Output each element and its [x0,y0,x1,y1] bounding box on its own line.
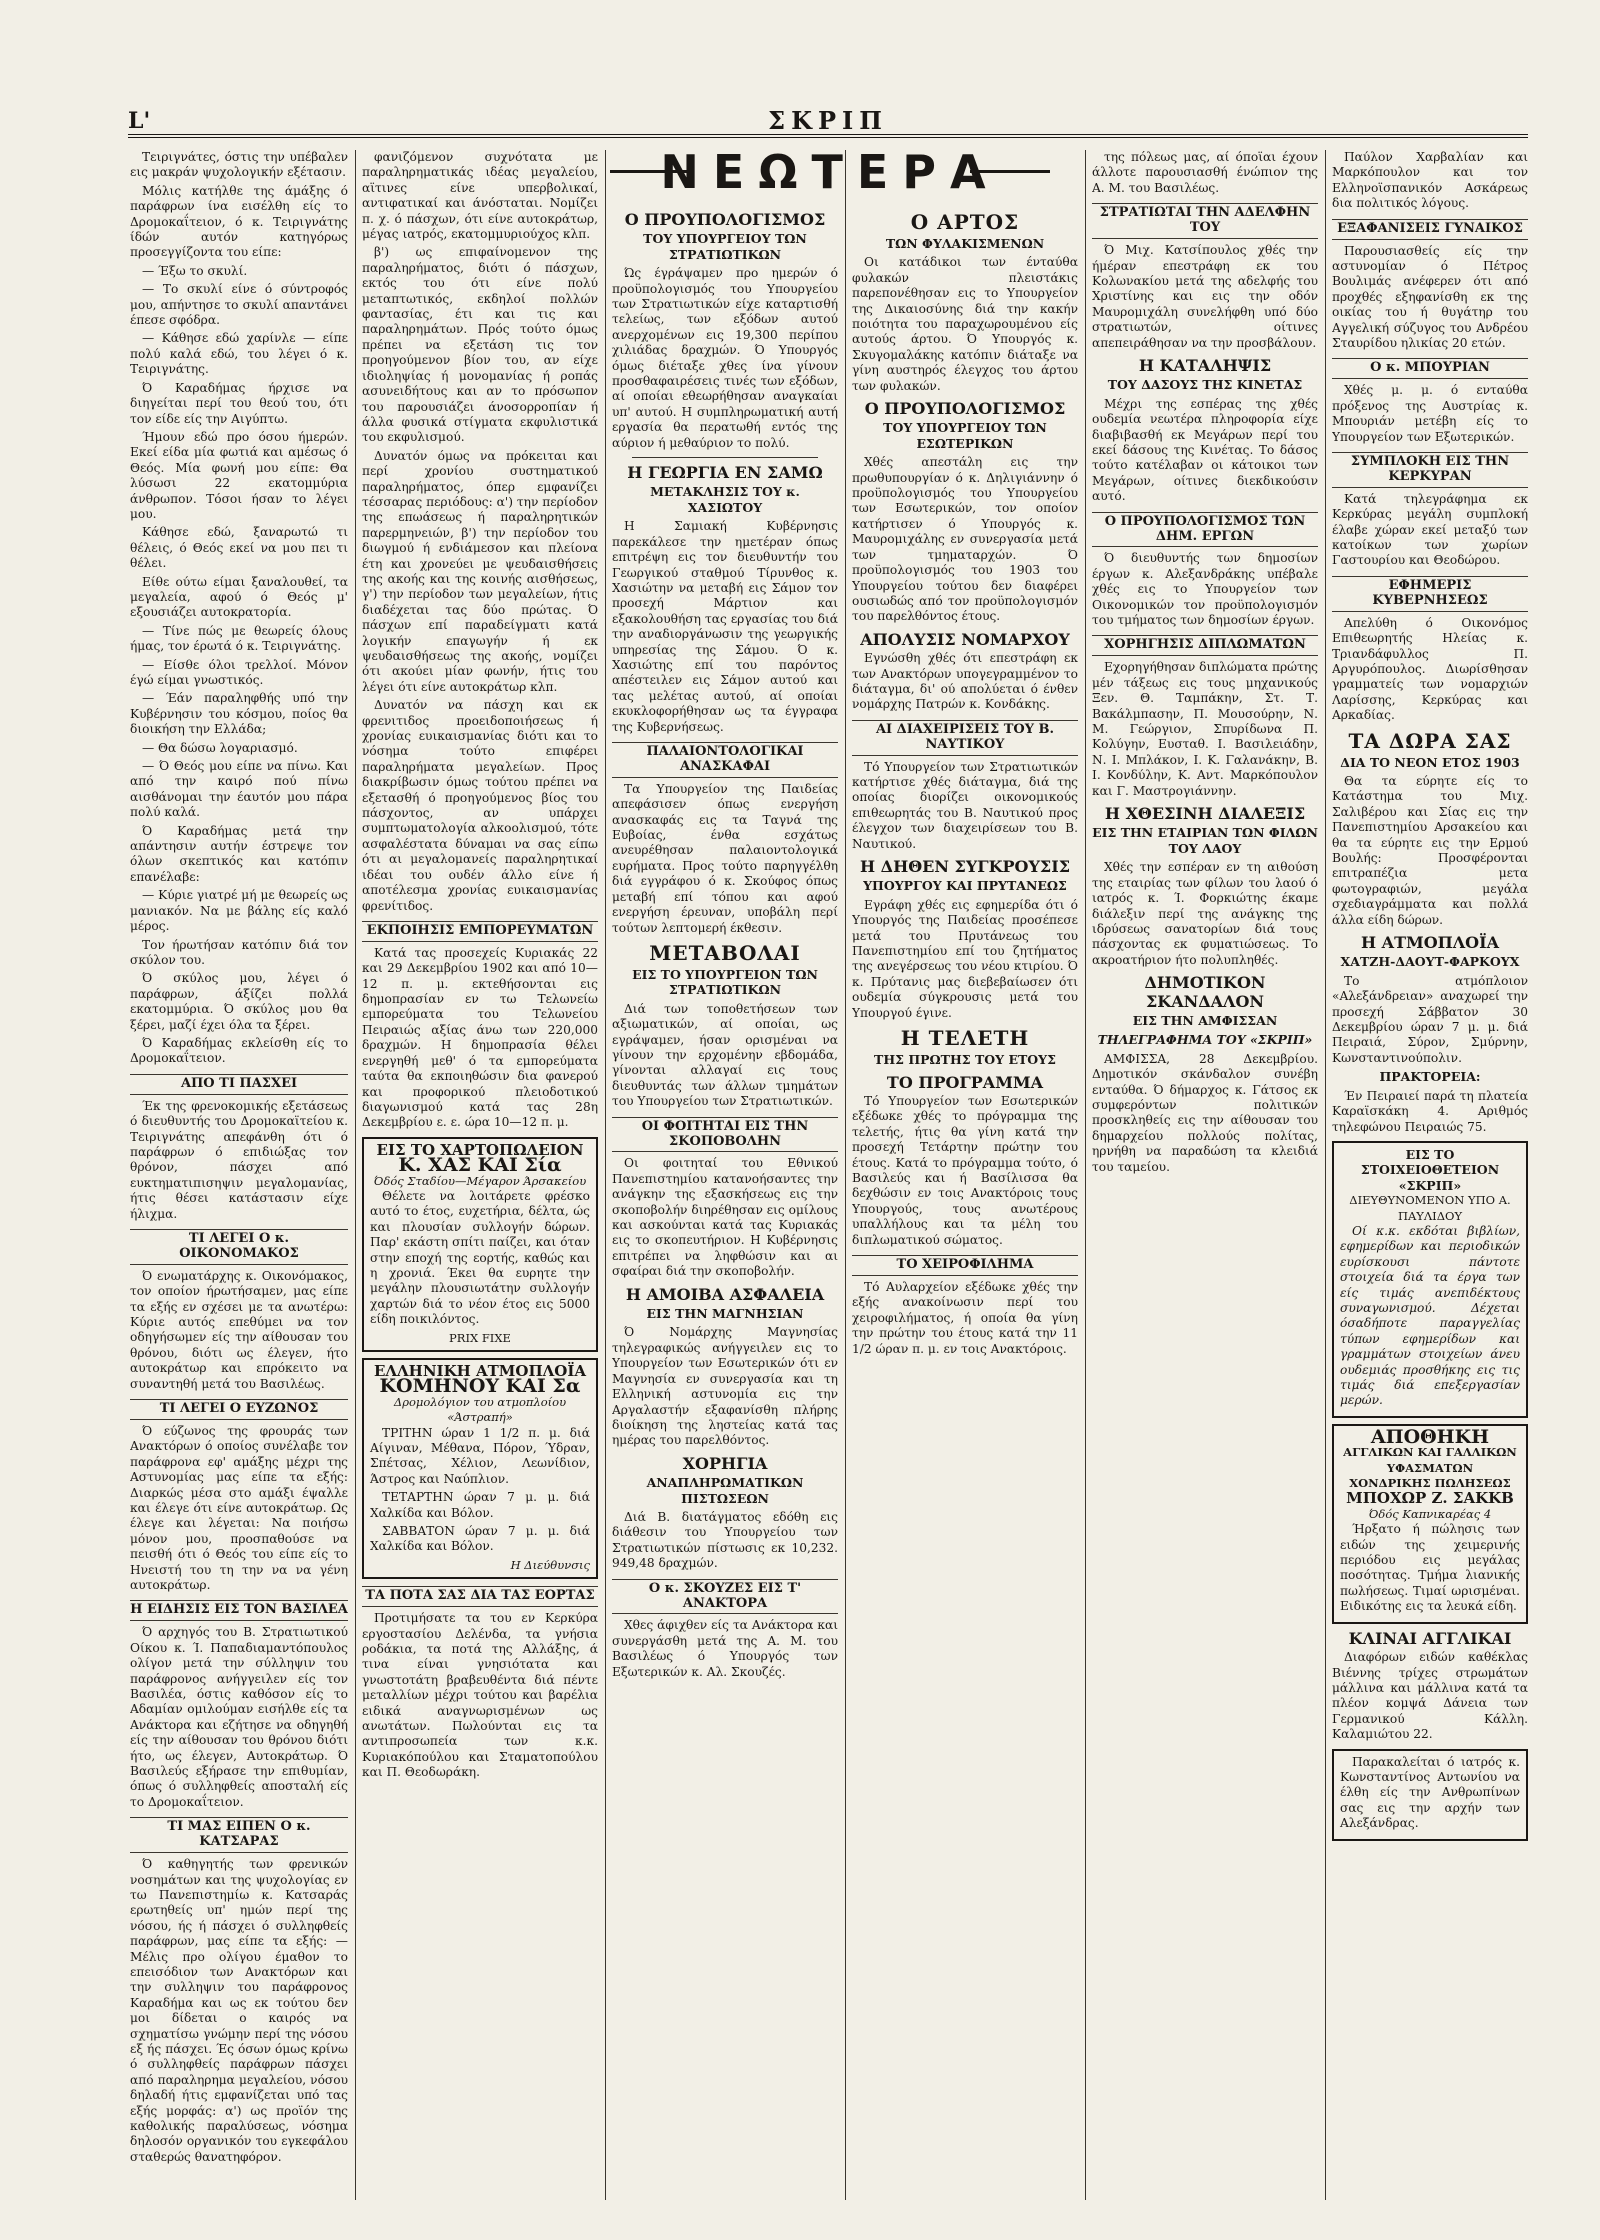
article-heading: ΠΑΛΑΙΟΝΤΟΛΟΓΙΚΑΙ ΑΝΑΣΚΑΦΑΙ [612,742,838,778]
article-paragraph: — Ό Θεός μου είπε να πίνω. Και από την καιρό πού πίνω αισθάνομαι την έαυτόν μου πάρα πολύ καλά. [130,759,348,820]
column-rule [605,150,606,2200]
textiles-ad [1332,1424,1528,1624]
article-heading: ΕΦΗΜΕΡΙΣ ΚΥΒΕΡΝΗΣΕΩΣ [1332,576,1528,612]
divider [632,457,818,458]
article-paragraph: Ό Καραδήμας ήρχισε να διηγείται περί του θεού του, ότι τον είδε είς την Αιγύπτω. [130,380,348,426]
article-subheading: ΤΟΥ ΥΠΟΥΡΓΕΙΟΥ ΤΩΝ ΕΣΩΤΕΡΙΚΩΝ [883,420,1047,451]
notice-box [1332,1749,1528,1841]
column-rule [845,150,846,2200]
ad-address: Όδός Καπνικαρέας 4 [1368,1506,1492,1521]
article-paragraph: Ό Καραδήμας εκλείσθη είς το Δρομοκαΐτειον. [130,1035,348,1066]
article-heading: ΕΞΑΦΑΝΙΣΕΙΣ ΓΥΝΑΙΚΟΣ [1332,219,1528,240]
ad-business-name: ΚΟΜΗΝΟΥ ΚΑΙ Σα [379,1375,581,1398]
ad-footer: PRIX FIXE [449,1330,511,1345]
article-paragraph: Δυνατόν όμως να πρόκειται και περί χρονίου συστηματικού παραληρήματος, όπερ εμφανίζει τέσσαρας περιόδους: α') την περίοδον της επωάσεως ή παραληρητικών παρερμηνειών, β') την περίοδον του διωγμού ή ενδιάμεσον και πλείονα έτη και χρονεύει με ψευδαισθήσεις της ακοής και της κοινής αισθήσεως, γ') την περίοδον των μεγαλείων, ήτις διαδέχεται τας δύο πρώτας. Ό πάσχων επί παραδείγματι κατά λογικήν επαγωγήν ή εκ ψευδαισθήσεως της ακοής, νομίζει ότι ακούει μίαν φωνήν, ήτις του λέγει ότι είνε αυτοκράτωρ κλπ. [362,448,598,694]
ad-signature: Η Διεύθυνσις [510,1557,590,1572]
article-heading: Η ΑΤΜΟΠΛΟΪΑ [1360,933,1499,953]
column-1 [130,150,348,2210]
article-paragraph: Μόλις κατήλθε της άμάξης ό παράφρων ίνα εισέλθη είς το Δρομοκαΐτειον, ό κ. Τειριγνάτης ίδών αυτόν κατηγόρως προσεγγίζοντα του είπε: [130,183,348,260]
article-paragraph: Είθε ούτω είμαι ξαναλουθεί, τα μεγαλεία, αφού ό Θεός μ' εξουσιάζει αυτοκρατορία. [130,574,348,620]
column-rule [355,150,356,2200]
section-heading: ΤΑ ΠΟΤΑ ΣΑΣ ΔΙΑ ΤΑΣ ΕΟΡΤΑΣ [362,1586,598,1607]
section-heading: ΕΚΠΟΙΗΣΙΣ ΕΜΠΟΡΕΥΜΑΤΩΝ [362,921,598,942]
article-subheading: ΜΕΤΑΚΛΗΣΙΣ ΤΟΥ κ. ΧΑΣΙΩΤΟΥ [650,484,800,515]
article-subheading: ΔΙΑ ΤΟ ΝΕΟΝ ΕΤΟΣ 1903 [1340,754,1520,770]
article-heading: ΜΕΤΑΒΟΛΑΙ [649,940,801,965]
article-body: Τό Υπουργείον των Εσωτερικών εξέδωκε χθές το πρόγραμμα της τελετής, ήτις θα γίνη κατά την προσεχή Τετάρτην πρώτην του έτους. Κατά το πρόγραμμα τούτο, ό Βασιλεύς και ή Βασίλισσα θα δεχθώσιν εν τοις Ανακτόροις τους Υπουργούς, τους ανωτέρους υπαλλήλους και τα μέλη του διπλωματικού σώματος. [852,1093,1078,1247]
article-body: Διαφόρων ειδών καθέκλας Βιέννης τρίχες στρωμάτων μάλλινα και μάλλινα κατά τα πλέον κομψά Δάνεια των Γερμανικού Κάλλη. Καλαμιώτου 22. [1332,1650,1528,1742]
article-body: Μέχρι της εσπέρας της χθές ουδεμία νεωτέρα πληροφορία είχε διαβιβασθή εκ Μεγάρων περί του εκεί δάσους της Κινέτας. Το δάσος τούτο κατέλαβαν οι κάτοικοι των Μεγάρων, οίτινες διεκδικούσιν αυτό. [1092,396,1318,504]
article-body: Παύλον Χαρβαλίαν και Μαρκόπουλον και τον Ελληνοϊσπανικόν Ασκάρεως δια πολιτικός λόγους. [1332,150,1528,211]
article-heading: Ο ΑΡΤΟΣ [910,210,1020,234]
article-body: Τό Υπουργείον των Στρατιωτικών κατήρτισε χθές διάταγμα, διά της οποίας διορίζει οικονομικούς επιθεωρητάς του Β. Ναυτικού προς έλεγχον των διαχειρίσεων του Β. Ναυτικού. [852,759,1078,851]
article-heading: Ο κ. ΣΚΟΥΖΕΣ ΕΙΣ Τ' ΑΝΑΚΤΟΡΑ [612,1579,838,1615]
article-body: ΑΜΦΙΣΣΑ, 28 Δεκεμβρίου. Δημοτικόν σκάνδαλον συνέβη ενταύθα. Ό δήμαρχος κ. Γάτσος εκ συμφερόντων πολιτικών προσκληθείς εις την αίθουσαν του δημαρχείου πολλούς πολίτας, ηρνήθη να παραδώση τα κλειδιά του ταμείου. [1092,1051,1318,1174]
article-body: Ό Μιχ. Κατσίπουλος χθές την ήμέραν επεστράφη εκ του Κολωνακίου μετά της αδελφής του Χριστίνης και εις την οδόν Μαυρομιχάλη συνελήφθη υπό δύο στρατιωτών, οίτινες απεπειράθησαν να την προσβάλουν. [1092,243,1318,350]
article-subheading: ΤΗΣ ΠΡΩΤΗΣ ΤΟΥ ΕΤΟΥΣ [874,1052,1056,1068]
article-heading: ΧΟΡΗΓΗΣΙΣ ΔΙΠΛΩΜΑΤΩΝ [1092,635,1318,656]
ad-line: ΣΑΒΒΑΤΟΝ ώραν 7 μ. μ. διά Χαλκίδα και Βόλον. [370,1524,590,1554]
article-heading: ΤΙ ΜΑΣ ΕΙΠΕΝ Ο κ. ΚΑΤΣΑΡΑΣ [130,1817,348,1853]
column-6 [1332,150,1528,2210]
article-body: Έν Πειραιεί παρά τη πλατεία Καραϊσκάκη 4. Αριθμός τηλεφώνου Πειραιώς 75. [1332,1088,1528,1134]
typography-ad [1332,1141,1528,1418]
article-body: Ό ενωματάρχης κ. Οικονόμακος, τον οποίον ήρωτήσαμεν, μας είπε τα εξής εν σχέσει με τα ανωτέρω: Κύριε αυτός επεθύμει να τον οδηγήσωμεν είς την αίθουσαν του θρόνου, διότι ως έλεγεν, ήτο αυτοκράτωρ και επρόκειτο να συναντηθή μετά του Βασιλέως. [130,1268,348,1391]
article-body: Ό διευθυντής των δημοσίων έργων κ. Αλεξανδράκης υπέβαλε χθές εις το Υπουργείον των Οικονομικών τον προϋπολογισμόν του τμήματος των δημοσίων έργων. [1092,551,1318,628]
ad-heading: ΑΠΟΘΗΚΗ [1370,1425,1490,1448]
article-heading: ΤΙ ΛΕΓΕΙ Ο κ. ΟΙΚΟΝΟΜΑΚΟΣ [130,1229,348,1265]
dateline: ΤΗΛΕΓΡΑΦΗΜΑ ΤΟΥ «ΣΚΡΙΠ» [1097,1032,1313,1048]
page-mark: L' [128,108,151,134]
ad-subheading: Δρομολόγιον του ατμοπλοίου «Άστραπή» [393,1394,567,1425]
section-banner [610,146,1050,198]
article-paragraph: Δυνατόν να πάσχη και εκ φρενιτιδος προειδοποιήσεως ή χρονίας ευικαισμανίας διότι και το νόσημα τούτο επιφέρει παραληρήματα μεγαλείων. Προς διακρίβωσιν όμως τούτου πρέπει να εξετασθή ό προηγούμενος βίος του πάσχοντος, αν υπάρχει συμπτωματολογία αλκοολισμού, τότε ασφαλέστατα δύναμαι να σας είπω ότι αι μεγαλομανείς παραληρητικαί ιδέαι του ουδέν άλλο είνε ή αποτέλεσμα χρονίας ευικαισμανίας φρενίτιδος. [362,698,598,913]
column-3 [612,205,838,2210]
article-heading: Ο ΠΡΟΥΠΟΛΟΓΙΣΜΟΣ [624,210,826,229]
article-paragraph: — Έξω το σκυλί. [142,263,248,278]
column-rule [1085,150,1086,2200]
ad-business-name: ΜΠΟΧΩΡ Ζ. ΣΑΚΚΒ [1346,1489,1514,1508]
article-heading: ΑΠΟΛΥΣΙΣ ΝΟΜΑΡΧΟΥ [860,629,1070,649]
article-body: Έκ της φρενοκομικής εξετάσεως ό διευθυντής του Δρομοκαϊτείου κ. Τειριγνάτης απεφάνθη ότι ό παράφρων ό επιδιώξας τον θρόνον, πάσχει από ευκτηματιπισηψιν μεγαλομανίας, ήτις θέσει κατάστασιν είχε ήλιχμα. [130,1098,348,1221]
article-subheading: ΤΟΥ ΔΑΣΟΥΣ ΤΗΣ ΚΙΝΕΤΑΣ [1107,377,1303,393]
article-body: Εγνώσθη χθές ότι επεστράφη εκ των Ανακτόρων υπογεγραμμένον το διάταγμα, δι' ού απολύεται ό ένθεν νομάρχης Πατρών κ. Κονδάκης. [852,651,1078,712]
article-heading: ΤΑ ΔΩΡΑ ΣΑΣ [1348,728,1512,753]
article-heading: Η ΤΕΛΕΤΗ [900,1026,1030,1051]
article-heading: Ο ΠΡΟΥΠΟΛΟΓΙΣΜΟΣ [864,399,1066,419]
article-heading: Η ΧΘΕΣΙΝΗ ΔΙΑΛΕΞΙΣ [1104,804,1306,824]
article-body: Ό καθηγητής των φρενικών νοσημάτων και της ψυχολογίας εν τω Πανεπιστημίω κ. Κατσαράς ερωτηθείς υπ' ημών περί της νόσου, ής ή πάσχει ό συλληφθείς παράφρων, μας είπε τα εξής: — Μέλις προ ολίγου έμαθον το επεισόδιον των Ανακτόρων και την συλληψιν του παράφρονος Καραδήμα και ως εκ τούτου δεν μοι δίδεται ο καιρός να σχηματίσω γνώμην περί της νόσου εξ ής πάσχει. Ές όσων όμως κρίνω ό συλληφθείς παράφρων πάσχει από παραληρημα μεγαλείου, νόσου δηλαδή ήτις εμφανίζεται υπό τας εξής μορφάς: α') ως προϊόν της καθολικής παραλύσεως, νόσημα δηλοσόν οργανικόν του εγκεφάλου σταθερώς θανατηφόρον. [130,1857,348,2164]
article-body: Προτιμήσατε τα του εν Κερκύρα εργοστασίου Δελένδα, τα γνήσια ροδάκια, τα ποτά της Αλλάξης, ά τινα είναι γνησιότατα και γνωστοτάτη βραβευθέντα διά πέντε μεταλλίων μέχρι τούτου και βαρέλια ειδικά αναγνωρισμένων ως ανωτάτων. Πωλούνται εις τα αντιπροσωπεία των κ.κ. Κυριακόπούλου και Σταματοπούλου και Π. Θεοδωράκη. [362,1611,598,1780]
article-heading: Η ΓΕΩΡΓΙΑ ΕΝ ΣΑΜΩ [627,463,823,483]
ad-subheading: ΔΙΕΥΘΥΝΟΜΕΝΟΝ ΥΠΟ Α. ΠΑΥΛΙΔΟΥ [1349,1193,1511,1223]
article-body: Τα Υπουργείον της Παιδείας απεφάσισεν όπως ενεργήση ανασκαφάς εις τα Ταγνά της Ευβοίας, ένθα εσχάτως ανευρέθησαν παλαιοντολογικά ευρήματα. Προς τούτο παρηγγέλθη διά εγγράφου ό κ. Σκούφος όπως μεταβή επί τόπου και αφού ενεργήση έρευναν, υποβάλη περί τούτων λεπτομερή έκθεσιν. [612,781,838,935]
article-body: Εγράφη χθές εις εφημερίδα ότι ό Υπουργός της Παιδείας προσέπεσε μετά του Πρυτάνεως του Πανεπιστημίου επί του ζητήματος της ανεγέρσεως του νέου κτιρίου. Ό κ. Πρύτανις μας διεβεβαίωσεν ότι ουδεμία σύγκρουσις μετά του Υπουργού έγινε. [852,897,1078,1020]
article-body: Ώς έγράψαμεν προ ημερών ό προϋπολογισμός του Υπουργείου των Στρατιωτικών είχε καταρτισθή τελείως, των εξόδων αυτού ανερχομένων εις 19,300 περίπου χιλιάδας δραχμών. Ό Υπουργός όμως διέταξε χθες ίνα γίνουν προσθαφαιρέσεις τινές των εξόδων, αί οποίαι εθεωρήθησαν αναγκαίαι υπ' αυτού. Η συμπληρωματική αυτή εργασία θα περατωθή εντός της αύριον ή μεθαύριον το πολύ. [612,266,838,450]
article-heading: Ο κ. ΜΠΟΥΡΙΑΝ [1332,358,1528,379]
article-paragraph: — Κύριε γιατρέ μή με θεωρείς ως μανιακόν. Να με βάλης είς καλό μέρος. [130,888,348,934]
ad-body: Θέλετε να λοιτάρετε φρέσκο αυτό το έτος, ευχετήρια, δέλτα, ώς και πλουσίαν συλλογήν δώρων. Παρ' εκάστη σπίτι παίζει, και όταν στην εποχή της εορτής, καθώς και η χρονιά. Έκει θα ευρητε την μεγάλην πλουσιωτάτην συλλογήν χαρτών διά το νέον έτος εις 5000 είδη ποικιλόντος. [370,1188,590,1327]
article-heading: ΔΗΜΟΤΙΚΟΝ ΣΚΑΝΔΑΛΟΝ [1144,973,1266,1011]
ad-body: Οί κ.κ. εκδόται βιβλίων, εφημερίδων και περιοδικών ευρίσκουσι πάντοτε στοιχεία διά τα έργα των είς τιμάς ανεπιδέκτους συναγωνισμού. Δέχεται όσαδήποτε παραγγελίας τύπων εφημερίδων και γραμμάτων στοιχείων άνευ ουδεμιάς προσθήκης εις τις τιμάς διά επεξεργασίαν μερών. [1340,1223,1520,1408]
article-subheading: ΕΙΣ ΤΗΝ ΜΑΓΝΗΣΙΑΝ [646,1306,804,1322]
steamship-ad [362,1358,598,1579]
article-body: Εχορηγήθησαν διπλώματα πρώτης μέν τάξεως εις τους μηχανικούς Ξεν. Θ. Ταμπάκην, Στ. Τ. Βακάλμπασην, Π. Μουσούρην, Ν. Μ. Γεώργιον, Σπυρίδωνα Π. Κολύγην, Ευσταθ. Ι. Βασιλειάδην, Ν. Ι. Μπλάκον, Ι. Κ. Γαλανάκην, Β. Ι. Κονδύλην, Κ. Αντ. Μαρκόπουλον και Γ. Μαστρογιάννην. [1092,660,1318,798]
newspaper-title: ΣΚΡΙΠ [768,106,888,135]
article-heading: ΤΙ ΛΕΓΕΙ Ο ΕΥΖΩΝΟΣ [130,1399,348,1420]
article-paragraph: — Το σκυλί είνε ό σύντροφός μου, απήντησε το σκυλί απαντάνει έπεσε σφόδρα. [130,282,348,328]
notice-text: Παρακαλείται ό ιατρός κ. Κωνσταντίνος Αντωνίου να έλθη είς την Ανθρωπίνων σας εις την αρχήν των Αλεξάνδρας. [1340,1754,1520,1831]
article-body: Η Σαμιακή Κυβέρνησις παρεκάλεσε την ημετέραν όπως επιτρέψη εις τον διευθυντήν του Γεωργικού σταθμού Τίρυνθος κ. Χασιώτην να μεταβή εις Σάμον τον προσεχή Μάρτιον και εξακολουθήση τας εργασίας του διά την αναδιοργάνωσιν της γεωργικής υπηρεσίας της Σάμου. Ό κ. Χασιώτης επί του παρόντος απέστειλεν εις Σάμον αυτού και τας μελέτας αυτού, αί οποίαι εκυκλοφορήθησαν ως τα έγγραφα της Κυβερνήσεως. [612,519,838,734]
article-heading: ΤΟ ΧΕΙΡΟΦΙΛΗΜΑ [852,1255,1078,1276]
article-heading: ΚΛΙΝΑΙ ΑΓΓΛΙΚΑΙ [1348,1628,1512,1648]
article-body: Χθές την εσπέραν εν τη αιθούση της εταιρίας των φίλων του λαού ό ιατρός κ. Ί. Φορκιώτης έκαμε διάλεξιν περί της ανάγκης της ιδρύσεως σανατορίων διά τους πάσχοντας εκ φυματιώσεως. Το ακροατήριον ήτο πολυπληθές. [1092,860,1318,967]
article-subheading: ΕΙΣ ΤΗΝ ΕΤΑΙΡΙΑΝ ΤΩΝ ΦΙΛΩΝ ΤΟΥ ΛΑΟΥ [1092,825,1318,856]
article-heading: ΑΙ ΔΙΑΧΕΙΡΙΣΕΙΣ ΤΟΥ Β. ΝΑΥΤΙΚΟΥ [852,720,1078,756]
article-heading: ΣΥΜΠΛΟΚΗ ΕΙΣ ΤΗΝ ΚΕΡΚΥΡΑΝ [1332,452,1528,488]
column-rule [1325,150,1326,2200]
article-body: Κατά τας προσεχείς Κυριακάς 22 και 29 Δεκεμβρίου 1902 και από 10—12 π. μ. εκτεθήσονται εις δημοπρασίαν εν τω Τελωνείω εμπορεύματα του Τελωνείου Πειραιώς αξίας άνω των 220,000 δραχμών. Η δημοπρασία θέλει ενεργηθή μεθ' ό τα εμπορεύματα ταύτα θα εκποιηθώσιν δια φανερού και προφορικού πλειοδοτικού διαγωνισμού κατά τας 28η Δεκεμβρίου ε. ε. ώρα 10—12 π. μ. [362,945,598,1130]
article-heading: Η ΚΑΤΑΛΗΨΙΣ [1138,355,1272,375]
stationery-ad [362,1137,598,1352]
article-heading: Η ΕΙΔΗΣΙΣ ΕΙΣ ΤΟΝ ΒΑΣΙΛΕΑ [130,1600,348,1621]
article-paragraph: Ήμουν εδώ προ όσου ήμερών. Εκεί είδα μία φωτιά και αμέσως ό Θεός. Μία φωνή μου είπε: Θα λύσωσι 22 εκατομμύρια άνθρωπον. Τόσοι ήσαν το λέγει μου. [130,429,348,521]
ad-business-name: Κ. ΧΑΣ ΚΑΙ Σία [398,1154,562,1177]
article-paragraph: Ό Καραδήμας μετά την απάντησιν αυτήν έστρεψε τον όλων σκεπτικός και κατόπιν επανέλαβε: [130,823,348,884]
banner-title: ΝΕΩΤΕΡΑ [660,145,1000,199]
article-subheading: ΧΑΤΖΗ-ΔΑΟΥΤ-ΦΑΡΚΟΥΧ [1340,954,1520,970]
article-body: Διά των τοποθετήσεων των αξιωματικών, αί οποίαι, ως εγράψαμεν, ήσαν ορισμέναι να γίνουν την ερχομένην εβδομάδα, γίνονται αλλαγαί εις τους διευθυντάς των άλλων τμημάτων του Υπουργείου των Στρατιωτικών. [612,1001,838,1109]
article-heading: ΧΟΡΗΓΙΑ [682,1453,768,1473]
article-paragraph: — Θα δώσω λογαριασμό. [142,740,298,755]
article-subheading: ΕΙΣ ΤΟ ΥΠΟΥΡΓΕΙΟΝ ΤΩΝ ΣΤΡΑΤΙΩΤΙΚΩΝ [632,966,818,998]
article-paragraph: Τειριγνάτες, όστις την υπέβαλεν εις μακράν ψυχολογικήν εξέτασιν. [130,150,348,180]
article-subheading: ΕΙΣ ΤΗΝ ΑΜΦΙΣΣΑΝ [1132,1012,1278,1028]
ad-subheading: ΧΟΝΔΡΙΚΗΣ ΠΩΛΗΣΕΩΣ [1349,1476,1511,1491]
article-heading: ΣΤΡΑΤΙΩΤΑΙ ΤΗΝ ΑΔΕΛΦΗΝ ΤΟΥ [1092,203,1318,239]
article-body: Ό Νομάρχης Μαγνησίας τηλεγραφικώς ανήγγειλεν εις το Υπουργείον των Εσωτερικών ότι εν Μαγνησία εν συνεργασία και τη Ελληνική αστυνομία εις την Αργαλαστήν εξαφανίσθη πλήρης διοίκηση της ληστείας κατά τας ημέρας του παρελθόντος. [612,1325,838,1448]
article-body: Ό αρχηγός του Β. Στρατιωτικού Οίκου κ. Ί. Παπαδιαμαντόπουλος ολίγον μετά την σύλληψιν του παράφρονος ανήγγειλεν είς τον Βασιλέα, όστις καθόσον είς το Αδαμίαν ομιλούμαν εισήλθε είς τα Ανάκτορα και εζήτησε να οδηγηθή είς την αίθουσαν του θρόνου διότι ήτο, ως έλεγεν, Αυτοκράτωρ. Ό Βασιλεύς εξήρασε την επιθυμίαν, όπως ό συλληφθείς αποσταλή είς το Δρομοκαΐτειον. [130,1625,348,1809]
article-body: Θα τα εύρητε είς το Κατάστημα του Μιχ. Σαλιβέρου και Σίας εις την Πανεπιστημίου Αρσακείου και θα τα εύρητε εις την Ερμού Βουλής: Προσφέρονται επιτραπέζια μετα φωτογραφιών, μεγάλα σχεδιαγράμματα και πολλά άλλα είδη δώρων. [1332,774,1528,927]
banner-rule [610,170,690,173]
ad-line: ΤΕΤΑΡΤΗΝ ώραν 7 μ. μ. διά Χαλκίδα και Βόλον. [370,1490,590,1520]
article-body: Χθές απεστάλη εις την πρωθυπουργίαν ό κ. Δηλιγιάννην ό προϋπολογισμός του Υπουργείου των Εσωτερικών, τον οποίον κατήρτισεν ό Υπουργός κ. Μαυρομιχάλης εν συνεργασία μετά των τμηματαρχών. Ό προϋπολογισμός του 1903 του Υπουργείου τούτου δεν διαφέρει ουσιωδώς από τον προϋπολογισμόν του παρελθόντος έτους. [852,455,1078,624]
article-body: Χθες άφιχθεν είς τα Ανάκτορα και συνεργάσθη μετά της Α. Μ. του Βασιλέως ό Υπουργός των Εξωτερικών κ. Αλ. Σκουζές. [612,1618,838,1679]
article-body: Διά Β. διατάγματος εδόθη εις διάθεσιν του Υπουργείου των Στρατιωτικών πίστωσις εκ 10,232. 949,48 δραχμών. [612,1509,838,1571]
article-body: Κατά τηλεγράφημα εκ Κερκύρας μεγάλη συμπλοκή έλαβε χώραν εκεί μεταξύ των κατοίκων των χωρίων Γαστουρίου και Θεοδώρου. [1332,491,1528,568]
ad-subheading: ΑΓΓΛΙΚΩΝ ΚΑΙ ΓΑΛΛΙΚΩΝ ΥΦΑΣΜΑΤΩΝ [1343,1445,1517,1475]
ad-body: Ήρξατο ή πώλησις των ειδών της χειμερινής περιόδου εις μεγάλας ποσότητας. Τμήμα λιανικής πωλήσεως. Τιμαί ωρισμέναι. Ειδικότης εις τα λευκά είδη. [1340,1522,1520,1614]
ad-heading: ΕΙΣ ΤΟ ΧΑΡΤΟΠΩΛΕΙΟΝ [376,1140,584,1159]
ad-heading: ΕΙΣ ΤΟ ΣΤΟΙΧΕΙΟΘΕΤΕΙΟΝ «ΣΚΡΙΠ» [1360,1146,1500,1193]
article-heading: ΑΠΟ ΤΙ ΠΑΣΧΕΙ [130,1074,348,1095]
story-sections [130,1074,348,2166]
article-paragraph: — Είσθε όλοι τρελλοί. Μόνον έγώ είμαι γνωστικός. [130,657,348,687]
article-paragraph: φανιζόμενον συχνότατα με παραληρηματικάς ιδέας μεγαλείου, αϊτινες είνε υπερβολικαί, αντιφατικαί και άνόσταται. Νομίζει π. χ. ό πάσχων, ότι είνε αυτοκράτωρ, μέγας ιατρός, εκατομμυριούχος κλπ. [362,150,598,242]
article-subheading: ΥΠΟΥΡΓΟΥ ΚΑΙ ΠΡΥΤΑΝΕΩΣ [863,878,1067,894]
article-paragraph: — Έάν παραληφθής υπό την Κυβέρνησιν του κόσμου, ποίος θα διοικήση την Ελλάδα; [130,691,348,737]
article-subheading: ΤΩΝ ΦΥΛΑΚΙΣΜΕΝΩΝ [885,236,1045,251]
article-heading: Ο ΠΡΟΥΠΟΛΟΓΙΣΜΟΣ ΤΩΝ ΔΗΜ. ΕΡΓΩΝ [1092,512,1318,548]
ad-line: ΤΡΙΤΗΝ ώραν 1 1/2 π. μ. διά Αίγιναν, Μέθανα, Πόρον, Ύδραν, Σπέτσας, Χέλιον, Λεωνίδιον, Άστρος και Ναύπλιον. [370,1425,590,1486]
article-body: Παρουσιασθείς είς την αστυνομίαν ό Πέτρος Βουλιμάς ανέφερεν ότι από προχθές εξηφανίσθη εκ της οικίας του ή θυγάτηρ του Αγγελική σύζυγος του Ανδρέου Σταυρίδου ηλικίας 20 ετών. [1332,243,1528,350]
column-4 [852,205,1078,2210]
article-paragraph: — Κάθησε εδώ χαρίνλε — είπε πολύ καλά εδώ, του λέγει ό κ. Τειριγνάτης. [130,331,348,377]
article-body: της πόλεως μας, αί όποϊαι έχουν άλλοτε παρουσιασθή ένώπιον της Α. Μ. του Βασιλέως. [1092,150,1318,195]
article-body: Χθές μ. μ. ό ενταύθα πρόξενος της Αυστρίας κ. Μπουριάν μετέβη είς το Υπουργείον των Εξωτερικών. [1332,383,1528,444]
banner-rule [970,170,1050,173]
masthead [128,108,1528,138]
article-paragraph: Ό σκύλος μου, λέγει ό παράφρων, άξίζει πολλά εκατομμύρια. Ό σκύλος μου θα ξέρει, μαζί έχει όλα τα ξέρει. [130,971,348,1032]
article-subheading: ΤΟΥ ΥΠΟΥΡΓΕΙΟΥ ΤΩΝ ΣΤΡΑΤΙΩΤΙΚΩΝ [643,231,807,262]
article-paragraph: — Τίνε πώς με θεωρείς όλους ήμας, τον έρωτά ό κ. Τειριγνάτης. [130,623,348,654]
article-subheading: ΤΟ ΠΡΟΓΡΑΜΜΑ [886,1072,1044,1092]
article-paragraph: β') ως επιφαίνομενον της παραληρήματος, διότι ό πάσχων, εκτός του ότι είνε πολύ μεταπτωτικός, εκδηλοί πολλών φαντασίας, έτι και τις και παραληρημάτων. Πρός τούτο όμως πρέπει να εξετάση τις τον προηγούμενον βίον του, αν είχε ιδιοληψίας ή μονομανίας ή ροπάς ασυνειδήτους και αν το πρόσωπον του παρουσιάζει άνοσορροπίαν ή άλλα φυσικά στίγματα εκφυλιστικά του εκφυλισμού. [362,245,598,445]
article-subheading: ΠΡΑΚΤΟΡΕΙΑ: [1379,1069,1481,1085]
article-body: Απελύθη ό Οικονόμος Επιθεωρητής Ηλείας κ. Τριανδάφυλλος Π. Αργυρόπουλος. Διωρίσθησαν γραμματείς των νομαρχιών Λαρίσσης, Κερκύρας και Αρκαδίας. [1332,615,1528,723]
article-paragraph: Τον ήρωτήσαν κατόπιν διά τον σκύλον του. [130,937,348,967]
article-subheading: ΑΝΑΠΛΗΡΩΜΑΤΙΚΩΝ ΠΙΣΤΩΣΕΩΝ [646,1475,804,1506]
continued-story [362,150,598,914]
article-body: Ό εύζωνος της φρουράς των Ανακτόρων ό οποίος συνέλαβε τον παράφρονα εφ' αμάξης μέχρι της Αστυνομίας μας είπε τα εξής: Διαρκώς μέσα στο αμάξι έψαλλε και έλεγε ότι είνε αυτοκράτωρ. Ως έλεγε και λέγεται: Να ποιήσω μόνον μου, προσπαθούσε να πεισθή ότι ό Θεός του είπε είς το Ηνειστή του τη την να να γένη αυτοκράτωρ. [130,1424,348,1593]
article-body: Οι φοιτηταί του Εθνικού Πανεπιστημίου κατανοήσαντες την ανάγκην της εξασκήσεως εις την σκοποβολήν διηρέθησαν εις ομίλους και ασκούνται κατά τας Κυριακάς εις το σκοπευτήριον. Η Κυβέρνησις επιτρέπει να ληφθώσιν και αι σφαίραι διά την σκοποβολήν. [612,1156,838,1279]
article-heading: Η ΑΜΟΙΒΑ ΑΣΦΑΛΕΙΑ [625,1284,825,1304]
column-2 [362,150,598,2210]
article-heading: Η ΔΗΘΕΝ ΣΥΓΚΡΟΥΣΙΣ [859,857,1071,877]
article-paragraph: Κάθησε εδώ, ξαναρωτώ τι θέλεις, ό Θεός εκεί να μου πει τι θέλει. [130,525,348,571]
article-heading: ΟΙ ΦΟΙΤΗΤΑΙ ΕΙΣ ΤΗΝ ΣΚΟΠΟΒΟΛΗΝ [612,1117,838,1153]
ad-heading: ΕΛΛΗΝΙΚΗ ΑΤΜΟΠΛΟΪΑ [373,1362,587,1380]
article-body: Τό Αυλαρχείον εξέδωκε χθές την εξής ανακοίνωσιν περί του χειροφιλήματος, ή οποία θα γίνη την πρώτην του έτους κατά την 11 1/2 ώραν π. μ. εν τοις Ανακτόροις. [852,1279,1078,1356]
article-body: Οι κατάδικοι των ένταύθα φυλακών πλειστάκις παρεπονέθησαν εις το Υπουργείον της Δικαιοσύνης διά την κακήν ποιότητα του παραχωρουμένου είς αυτούς άρτου. Ό Υπουργός κ. Σκυγομαλάκης κατόπιν διάταξε να γίνη αυστηρός έλεγχος του άρτου των φυλακών. [852,255,1078,393]
opening-story [130,150,348,1067]
ad-address: Όδός Σταδίου—Μέγαρον Άρσακείου [373,1173,587,1188]
column-5 [1092,150,1318,2210]
article-body: Το ατμόπλοιον «Αλεξάνδρειαν» αναχωρεί την προσεχή Σάββατον 30 Δεκεμβρίου ώραν 7 μ. μ. διά Πειραιά, Σύρον, Σμύρνην, Κωνσταντινούπολιν. [1332,973,1528,1065]
